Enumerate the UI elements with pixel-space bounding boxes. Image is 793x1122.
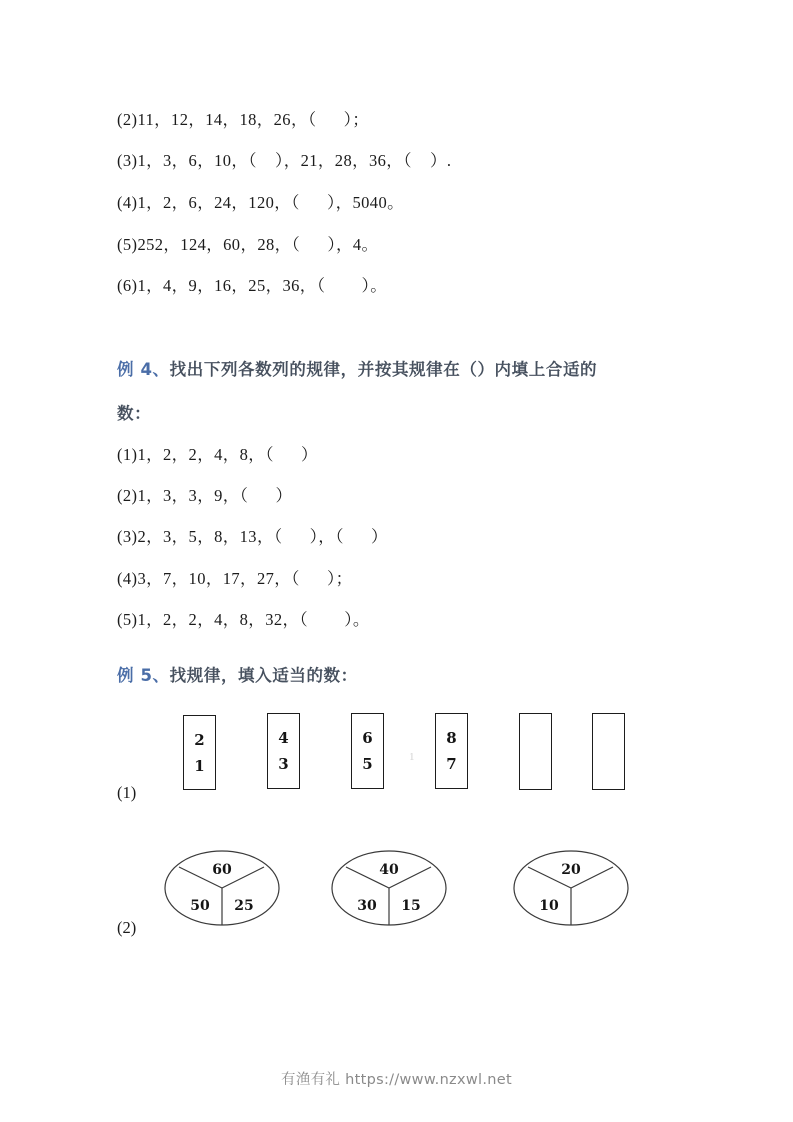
- sequence-index: (4): [117, 193, 138, 212]
- pie-value-top: 60: [212, 862, 232, 878]
- number-box-top: 6: [362, 729, 373, 747]
- example-5-heading-text: 找规律，填入适当的数：: [169, 666, 358, 685]
- number-box-top: 8: [446, 729, 457, 747]
- sequence-text: 11，12，14，18，26，（ ）；: [137, 110, 370, 129]
- number-box-bottom: 1: [194, 756, 205, 775]
- sequence-index: (6): [117, 276, 138, 295]
- sequence-text: 2，3，5，8，13，（ ），（ ）: [137, 527, 388, 546]
- sequence-text: 252，124，60，28，（ ），4。: [137, 235, 379, 254]
- sequence-index: (2): [117, 110, 138, 129]
- sequence-index: (5): [117, 235, 138, 254]
- pie-value-left: 10: [539, 898, 559, 914]
- sequence-text: 1，3，6，10，（ ），21，28，36，（ ）.: [137, 151, 452, 170]
- pie-value-top: 20: [561, 862, 581, 878]
- sequence-index: (3): [117, 151, 138, 170]
- example-4-heading: [117, 356, 597, 380]
- sequence-line-4: [117, 189, 404, 213]
- pie-value-right: 15: [401, 898, 421, 914]
- pie-figure-2: [330, 849, 448, 927]
- figure-1-label: (1): [117, 783, 137, 802]
- pie-value-right: 25: [234, 898, 254, 914]
- number-box-top: 2: [194, 730, 205, 749]
- pie-value-top: 40: [379, 862, 399, 878]
- example-4-item-1: [117, 441, 318, 465]
- ghost-artifact-mark: 1: [409, 751, 415, 763]
- sequence-index: (4): [117, 569, 138, 588]
- number-box-1: [183, 715, 216, 790]
- sequence-text: 1，2，2，4，8，（ ）: [137, 445, 318, 464]
- footer-watermark: 有渔有礼 https://www.nzxwl.net: [281, 1072, 512, 1088]
- pie-svg-1: [163, 849, 281, 927]
- example-4-heading-text: 找出下列各数列的规律，并按其规律在（）内填上合适的: [169, 360, 598, 379]
- number-box-4: [435, 713, 468, 789]
- number-box-bottom: 7: [446, 755, 457, 773]
- number-box-bottom: 3: [278, 755, 289, 773]
- sequence-text: 1，4，9，16，25，36，（ ）。: [137, 276, 388, 295]
- sequence-index: (1): [117, 445, 138, 464]
- example-4-item-3: [117, 523, 388, 547]
- sequence-index: (2): [117, 486, 138, 505]
- number-box-5-empty: [519, 713, 552, 790]
- example-4-item-4: [117, 565, 353, 589]
- sequence-text: 3，7，10，17，27，（ ）；: [137, 569, 353, 588]
- example-4-item-5: [117, 606, 370, 630]
- number-box-top: 4: [278, 729, 289, 747]
- pie-value-left: 50: [190, 898, 210, 914]
- sequence-index: (3): [117, 527, 138, 546]
- pie-svg-3: [512, 849, 630, 927]
- sequence-line-2: [117, 106, 369, 130]
- example-4-tag: 例 4、: [117, 360, 170, 379]
- sequence-line-6: [117, 272, 387, 296]
- number-box-2: [267, 713, 300, 789]
- sequence-text: 1，2，2，4，8，32，（ ）。: [137, 610, 370, 629]
- sequence-line-3: [117, 147, 451, 171]
- number-box-bottom: 5: [362, 755, 373, 773]
- sequence-line-5: [117, 231, 378, 255]
- sequence-text: 1，3，3，9，（ ）: [137, 486, 293, 505]
- number-box-3: [351, 713, 384, 789]
- example-4-item-2: [117, 482, 292, 506]
- figure-2-label: (2): [117, 918, 137, 937]
- sequence-index: (5): [117, 610, 138, 629]
- example-5-tag: 例 5、: [117, 666, 170, 685]
- pie-svg-2: [330, 849, 448, 927]
- pie-figure-1: [163, 849, 281, 927]
- example-5-heading: [117, 662, 358, 686]
- sequence-text: 1，2，6，24，120，（ ），5040。: [137, 193, 405, 212]
- pie-figure-3: [512, 849, 630, 927]
- pie-value-left: 30: [357, 898, 377, 914]
- number-box-6-empty: [592, 713, 625, 790]
- example-4-heading-continuation: 数：: [117, 404, 152, 423]
